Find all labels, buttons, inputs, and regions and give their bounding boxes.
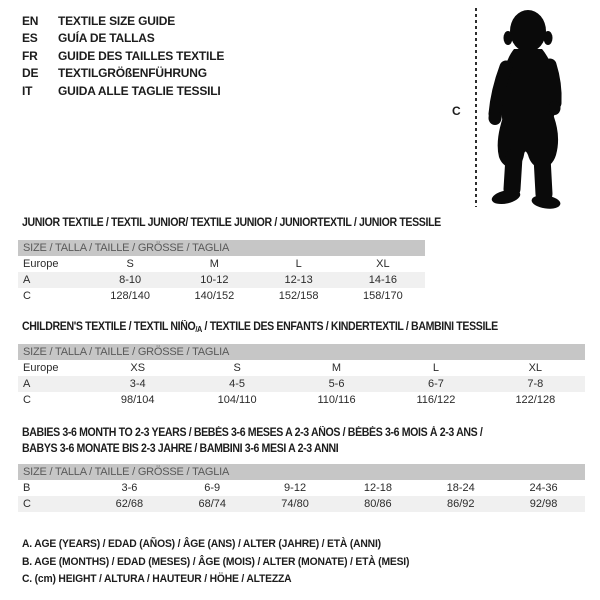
lang-code: FR (22, 48, 38, 63)
height-measure-dashed-line (475, 8, 477, 207)
legend-block (22, 536, 409, 589)
cell: 8-10 (119, 274, 142, 286)
table-row-height (18, 288, 425, 304)
cell: 3-4 (129, 378, 146, 390)
legend-line-c: C. (cm) HEIGHT / ALTURA / HAUTEUR / HÖHE / ALTEZZA (22, 573, 292, 585)
lang-row-de (22, 65, 224, 83)
cell: 4-5 (229, 378, 246, 390)
cell: 10-12 (200, 274, 229, 286)
lang-title: GUIDA ALLE TAGLIE TESSILI (58, 83, 221, 98)
cell: 3-6 (121, 482, 138, 494)
table-row-europe (18, 256, 425, 272)
cell: XS (130, 362, 146, 374)
table-row-height (18, 496, 585, 512)
cell: 7-8 (527, 378, 544, 390)
babies-title-line1: BABIES 3-6 MONTH TO 2-3 YEARS / BEBÉS 3-6 MESES A 2-3 AÑOS / BÉBÉS 3-6 MOIS À 2-3 ANS / (22, 427, 483, 439)
cell: M (209, 258, 219, 270)
cell: 152/158 (278, 290, 319, 302)
cell: XL (376, 258, 390, 270)
babies-section-title (22, 425, 482, 457)
cell: 110/116 (317, 394, 356, 406)
cell: 62/68 (115, 498, 144, 510)
cell: L (432, 362, 439, 374)
cell: L (295, 258, 302, 270)
cell: 98/104 (120, 394, 155, 406)
cell: 140/152 (194, 290, 235, 302)
cell: 12-13 (284, 274, 313, 286)
lang-title: GUÍA DE TALLAS (58, 31, 155, 46)
junior-size-table (18, 240, 425, 304)
lang-code: EN (22, 13, 39, 28)
cell: M (331, 362, 342, 374)
lang-code: IT (22, 83, 33, 98)
lang-code: DE (22, 66, 39, 81)
size-header-bar: SIZE / TALLA / TAILLE / GRÖSSE / TAGLIA (18, 464, 585, 480)
children-title-prefix: CHILDREN'S TEXTILE / TEXTIL NIÑO (22, 321, 196, 333)
size-header-bar: SIZE / TALLA / TAILLE / GRÖSSE / TAGLIA (18, 240, 425, 256)
children-size-table (18, 344, 585, 408)
cell: 80/86 (364, 498, 392, 510)
cell: 9-12 (284, 482, 307, 494)
cell: 14-16 (368, 274, 397, 286)
cell: 86/92 (446, 498, 475, 510)
cell: 128/140 (110, 290, 150, 302)
cell: 18-24 (446, 482, 475, 494)
cell: 92/98 (529, 498, 558, 510)
lang-code: ES (22, 31, 38, 46)
cell: 6-7 (427, 378, 444, 390)
row-label: A (23, 274, 31, 286)
cell: 122/128 (515, 394, 556, 406)
children-title-suffix: / TEXTILE DES ENFANTS / KINDERTEXTIL / BAMBINI TESSILE (201, 321, 498, 333)
row-label: B (23, 482, 31, 494)
lang-row-it (22, 82, 224, 100)
children-title-subscript: /A (195, 325, 202, 334)
table-row-age-years (18, 272, 425, 288)
children-section-title (22, 321, 498, 336)
legend-line-a: A. AGE (YEARS) / EDAD (AÑOS) / ÂGE (ANS) / ALTER (JAHRE) / ETÀ (ANNI) (22, 538, 381, 550)
lang-title: TEXTILE SIZE GUIDE (58, 13, 176, 28)
cell: XL (528, 362, 543, 374)
size-header-bar: SIZE / TALLA / TAILLE / GRÖSSE / TAGLIA (18, 344, 585, 360)
cell: 6-9 (204, 482, 221, 494)
language-title-block (22, 12, 224, 100)
babies-size-table (18, 464, 585, 512)
junior-section-title: JUNIOR TEXTILE / TEXTIL JUNIOR/ TEXTILE JUNIOR / JUNIORTEXTIL / JUNIOR TESSILE (22, 217, 441, 229)
cell: 68/74 (198, 498, 226, 510)
table-row-europe (18, 360, 585, 376)
legend-line-b: B. AGE (MONTHS) / EDAD (MESES) / ÂGE (MOIS) / ALTER (MONATE) / ETÀ (MESI) (22, 555, 410, 568)
height-measure-label: C (452, 104, 461, 118)
lang-row-fr (22, 47, 224, 65)
cell: 74/80 (281, 498, 309, 510)
row-label: C (23, 394, 31, 406)
lang-title: TEXTILGRÖßENFÜHRUNG (58, 66, 207, 81)
lang-title: GUIDE DES TAILLES TEXTILE (58, 48, 225, 63)
cell: 12-18 (363, 482, 392, 494)
cell: 104/110 (217, 394, 257, 406)
row-label: C (23, 290, 31, 302)
baby-silhouette-image (482, 5, 578, 209)
table-row-age-years (18, 376, 585, 392)
row-label: Europe (23, 362, 59, 374)
table-row-age-months (18, 480, 585, 496)
cell: S (233, 362, 241, 374)
cell: S (126, 258, 134, 270)
lang-row-es (22, 30, 224, 48)
table-row-height (18, 392, 585, 408)
babies-title-line2: BABYS 3-6 MONATE BIS 2-3 JAHRE / BAMBINI 3-6 MESI A 2-3 ANNI (22, 443, 339, 455)
cell: 116/122 (416, 394, 456, 406)
row-label: C (23, 498, 31, 510)
row-label: A (23, 378, 31, 390)
cell: 158/170 (362, 290, 403, 302)
cell: 24-36 (529, 482, 558, 494)
lang-row-en (22, 12, 224, 30)
row-label: Europe (23, 258, 59, 270)
cell: 5-6 (328, 378, 345, 390)
